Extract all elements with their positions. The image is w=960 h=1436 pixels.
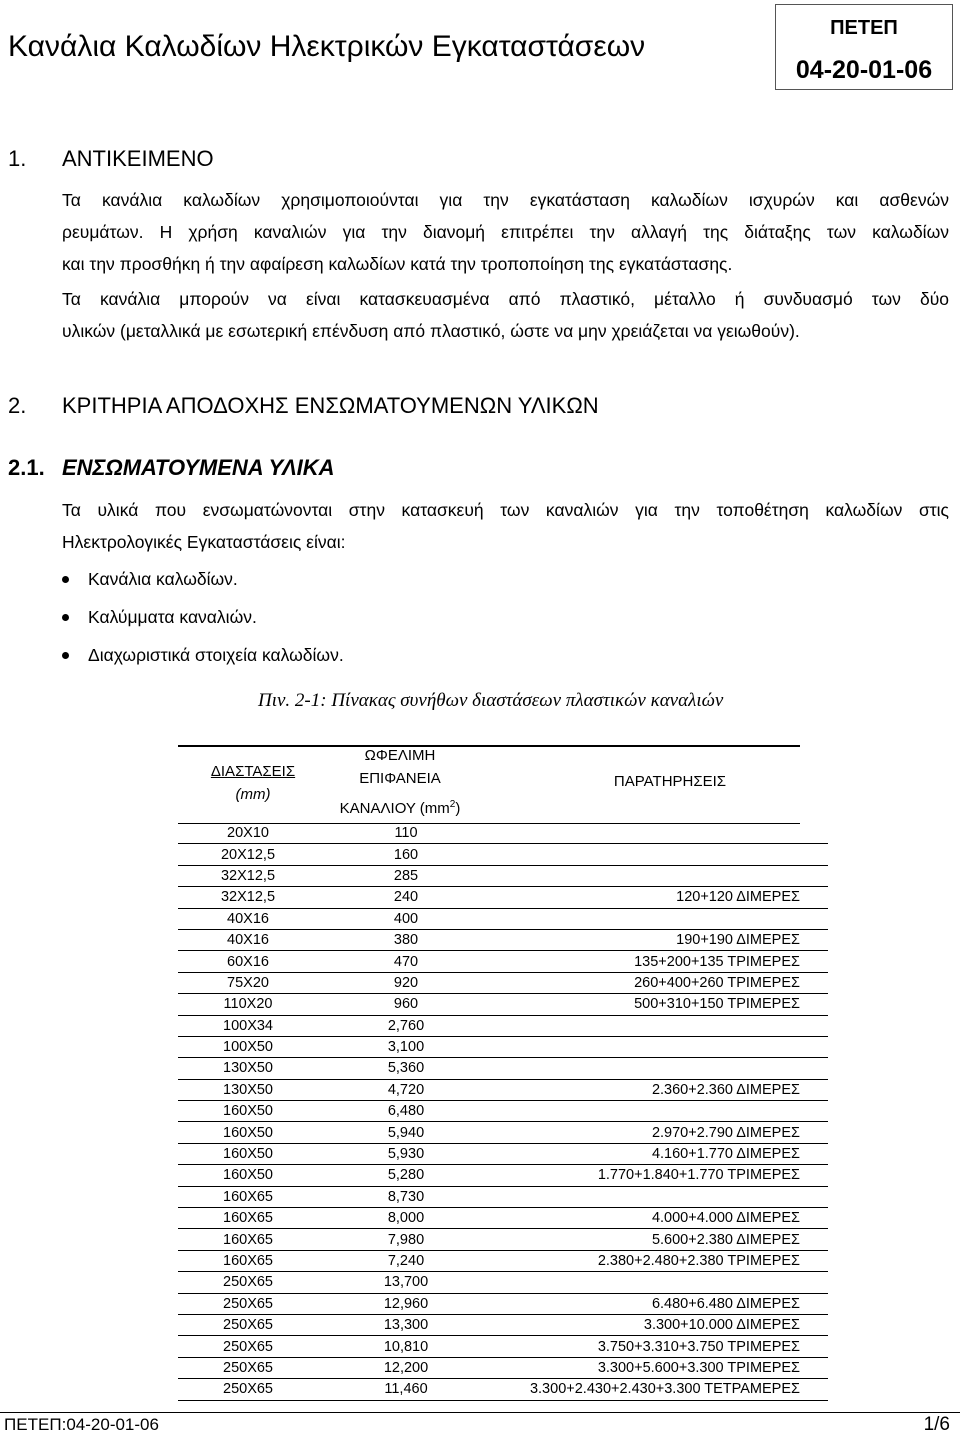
remarks-cell: 3.300+10.000 ΔΙΜΕΡΕΣ [494, 1314, 828, 1335]
table-row [178, 1379, 828, 1400]
dimensions-table [178, 823, 828, 1401]
dimension-cell: 100X34 [178, 1015, 318, 1036]
dimension-cell: 160X65 [178, 1208, 318, 1229]
dimension-cell: 250X65 [178, 1272, 318, 1293]
table-row [178, 1272, 828, 1293]
area-cell: 5,940 [318, 1122, 494, 1143]
org-label: ΠΕΤΕΠ [830, 17, 898, 39]
dimension-cell: 100X50 [178, 1036, 318, 1057]
dimension-cell: 32X12,5 [178, 865, 318, 886]
table-row [178, 1229, 828, 1250]
table-row [178, 1058, 828, 1079]
area-cell: 110 [318, 823, 494, 844]
dimension-cell: 250X65 [178, 1336, 318, 1357]
dimension-cell: 20X10 [178, 823, 318, 844]
area-cell: 10,810 [318, 1336, 494, 1357]
remarks-cell [494, 1015, 828, 1036]
table-row [178, 1015, 828, 1036]
table-row [178, 1357, 828, 1378]
area-cell: 7,980 [318, 1229, 494, 1250]
area-cell: 6,480 [318, 1101, 494, 1122]
list-item: Κανάλια καλωδίων. [62, 563, 344, 601]
area-cell: 240 [318, 887, 494, 908]
table-row [178, 887, 828, 908]
remarks-cell [494, 908, 828, 929]
dimension-cell: 160X50 [178, 1101, 318, 1122]
dimension-cell: 250X65 [178, 1357, 318, 1378]
dimension-cell: 160X50 [178, 1143, 318, 1164]
list-item: Διαχωριστικά στοιχεία καλωδίων. [62, 639, 344, 677]
bullet-icon [62, 576, 69, 583]
table-row [178, 908, 828, 929]
page-number: 1/6 [923, 1414, 950, 1435]
area-cell: 380 [318, 929, 494, 950]
dimension-cell: 110X20 [178, 994, 318, 1015]
area-cell: 11,460 [318, 1379, 494, 1400]
area-cell: 13,300 [318, 1314, 494, 1335]
list-item: Καλύμματα καναλιών. [62, 601, 344, 639]
table-caption: Πιν. 2-1: Πίνακας συνήθων διαστάσεων πλαστικών καναλιών [258, 690, 724, 711]
section-2-heading: 2. ΚΡΙΤΗΡΙΑ ΑΠΟΔΟΧΗΣ ΕΝΣΩΜΑΤΟΥΜΕΝΩΝ ΥΛΙΚΩΝ [8, 393, 599, 418]
remarks-cell [494, 865, 828, 886]
materials-list [62, 563, 344, 677]
table-row [178, 929, 828, 950]
table-row [178, 951, 828, 972]
area-cell: 8,730 [318, 1186, 494, 1207]
remarks-cell: 3.300+2.430+2.430+3.300 ΤΕΤΡΑΜΕΡΕΣ [494, 1379, 828, 1400]
remarks-cell: 2.360+2.360 ΔΙΜΕΡΕΣ [494, 1079, 828, 1100]
dimension-cell: 130X50 [178, 1058, 318, 1079]
table-row [178, 1122, 828, 1143]
table-row [178, 1079, 828, 1100]
column-header-dimensions: ΔΙΑΣΤΑΣΕΙΣ (mm) [210, 763, 296, 803]
table-row [178, 1314, 828, 1335]
remarks-cell: 5.600+2.380 ΔΙΜΕΡΕΣ [494, 1229, 828, 1250]
remarks-cell: 6.480+6.480 ΔΙΜΕΡΕΣ [494, 1293, 828, 1314]
dimension-cell: 75X20 [178, 972, 318, 993]
area-cell: 2,760 [318, 1015, 494, 1036]
area-cell: 5,930 [318, 1143, 494, 1164]
table-row [178, 972, 828, 993]
dimension-cell: 250X65 [178, 1293, 318, 1314]
section-1-paragraph-2: Τα κανάλια μπορούν να είναι κατασκευασμένα από πλαστικό, μέταλλο ή συνδυασμό των δύο υλικών (μεταλλικά με εσωτερική επένδυση από πλαστικό, ώστε να μην χρειάζεται να γειωθούν). [62, 289, 949, 341]
area-cell: 4,720 [318, 1079, 494, 1100]
remarks-cell: 500+310+150 ΤΡΙΜΕΡΕΣ [494, 994, 828, 1015]
remarks-cell [494, 1101, 828, 1122]
dimension-cell: 130X50 [178, 1079, 318, 1100]
remarks-cell: 4.000+4.000 ΔΙΜΕΡΕΣ [494, 1208, 828, 1229]
dimension-cell: 250X65 [178, 1379, 318, 1400]
area-cell: 12,200 [318, 1357, 494, 1378]
section-2-1-paragraph: Τα υλικά που ενσωματώνονται στην κατασκευή των καναλιών για την τοποθέτηση καλωδίων στις Ηλεκτρολογικές Εγκαταστάσεις είναι: [62, 500, 949, 552]
bullet-icon [62, 652, 69, 659]
area-cell: 470 [318, 951, 494, 972]
area-cell: 285 [318, 865, 494, 886]
remarks-cell: 120+120 ΔΙΜΕΡΕΣ [494, 887, 828, 908]
area-cell: 920 [318, 972, 494, 993]
remarks-cell: 135+200+135 ΤΡΙΜΕΡΕΣ [494, 951, 828, 972]
table-row [178, 1293, 828, 1314]
area-cell: 3,100 [318, 1036, 494, 1057]
dimension-cell: 40X16 [178, 908, 318, 929]
table-row [178, 1186, 828, 1207]
dimension-cell: 160X65 [178, 1250, 318, 1271]
remarks-cell [494, 1272, 828, 1293]
dimension-cell: 160X65 [178, 1186, 318, 1207]
bullet-icon [62, 614, 69, 621]
area-cell: 13,700 [318, 1272, 494, 1293]
remarks-cell: 2.970+2.790 ΔΙΜΕΡΕΣ [494, 1122, 828, 1143]
dimension-cell: 20X12,5 [178, 844, 318, 865]
area-cell: 5,360 [318, 1058, 494, 1079]
table-row [178, 1165, 828, 1186]
column-header-area: ΩΦΕΛΙΜΗ ΕΠΙΦΑΝΕΙΑ ΚΑΝΑΛΙΟΥ $(mm^2)$ [339, 747, 461, 817]
area-cell: 160 [318, 844, 494, 865]
table-row [178, 844, 828, 865]
remarks-cell: 1.770+1.840+1.770 ΤΡΙΜΕΡΕΣ [494, 1165, 828, 1186]
dimension-cell: 40X16 [178, 929, 318, 950]
table-row [178, 994, 828, 1015]
dimension-cell: 160X50 [178, 1122, 318, 1143]
dimension-cell: 60X16 [178, 951, 318, 972]
remarks-cell [494, 1036, 828, 1057]
remarks-cell [494, 844, 828, 865]
table-top-rule [178, 745, 800, 747]
document-code-box [775, 4, 953, 90]
remarks-cell: 3.300+5.600+3.300 ΤΡΙΜΕΡΕΣ [494, 1357, 828, 1378]
column-header-remarks: ΠΑΡΑΤΗΡΗΣΕΙΣ [613, 773, 727, 790]
table-row [178, 1101, 828, 1122]
table-row [178, 1143, 828, 1164]
table-row [178, 1336, 828, 1357]
remarks-cell [494, 1186, 828, 1207]
remarks-cell: 4.160+1.770 ΔΙΜΕΡΕΣ [494, 1143, 828, 1164]
remarks-cell [494, 823, 828, 844]
dimension-cell: 160X50 [178, 1165, 318, 1186]
area-cell: 12,960 [318, 1293, 494, 1314]
dimension-cell: 160X65 [178, 1229, 318, 1250]
table-row [178, 1036, 828, 1057]
area-cell: 400 [318, 908, 494, 929]
remarks-cell: 2.380+2.480+2.380 ΤΡΙΜΕΡΕΣ [494, 1250, 828, 1271]
section-2-1-heading: 2.1. ΕΝΣΩΜΑΤΟΥΜΕΝΑ ΥΛΙΚΑ [8, 455, 335, 480]
footer-rule [0, 1412, 960, 1413]
table-row [178, 823, 828, 844]
footer-code: ΠΕΤΕΠ:04-20-01-06 [4, 1415, 159, 1434]
area-cell: 5,280 [318, 1165, 494, 1186]
section-1-paragraph-1: Τα κανάλια καλωδίων χρησιμοποιούνται για την εγκατάσταση καλωδίων ισχυρών και ασθενών ρευμάτων. Η χρήση καναλιών για την διανομή επιτρέπει την αλλαγή της διάταξης των καλωδίων και την προσθήκη ή την αφαίρεση καλωδίων κατά την τροποποίηση της εγκατάστασης. [62, 190, 949, 274]
area-cell: 7,240 [318, 1250, 494, 1271]
dimension-cell: 250X65 [178, 1314, 318, 1335]
table-row [178, 1250, 828, 1271]
section-1-heading: 1. ΑΝΤΙΚΕΙΜΕΝΟ [8, 146, 214, 171]
dimension-cell: 32X12,5 [178, 887, 318, 908]
remarks-cell: 260+400+260 ΤΡΙΜΕΡΕΣ [494, 972, 828, 993]
table-row [178, 1208, 828, 1229]
document-code: 04-20-01-06 [795, 56, 933, 84]
remarks-cell: 190+190 ΔΙΜΕΡΕΣ [494, 929, 828, 950]
area-cell: 8,000 [318, 1208, 494, 1229]
table-row [178, 865, 828, 886]
remarks-cell: 3.750+3.310+3.750 ΤΡΙΜΕΡΕΣ [494, 1336, 828, 1357]
remarks-cell [494, 1058, 828, 1079]
document-title: Κανάλια Καλωδίων Ηλεκτρικών Εγκαταστάσεων [8, 30, 646, 63]
area-cell: 960 [318, 994, 494, 1015]
